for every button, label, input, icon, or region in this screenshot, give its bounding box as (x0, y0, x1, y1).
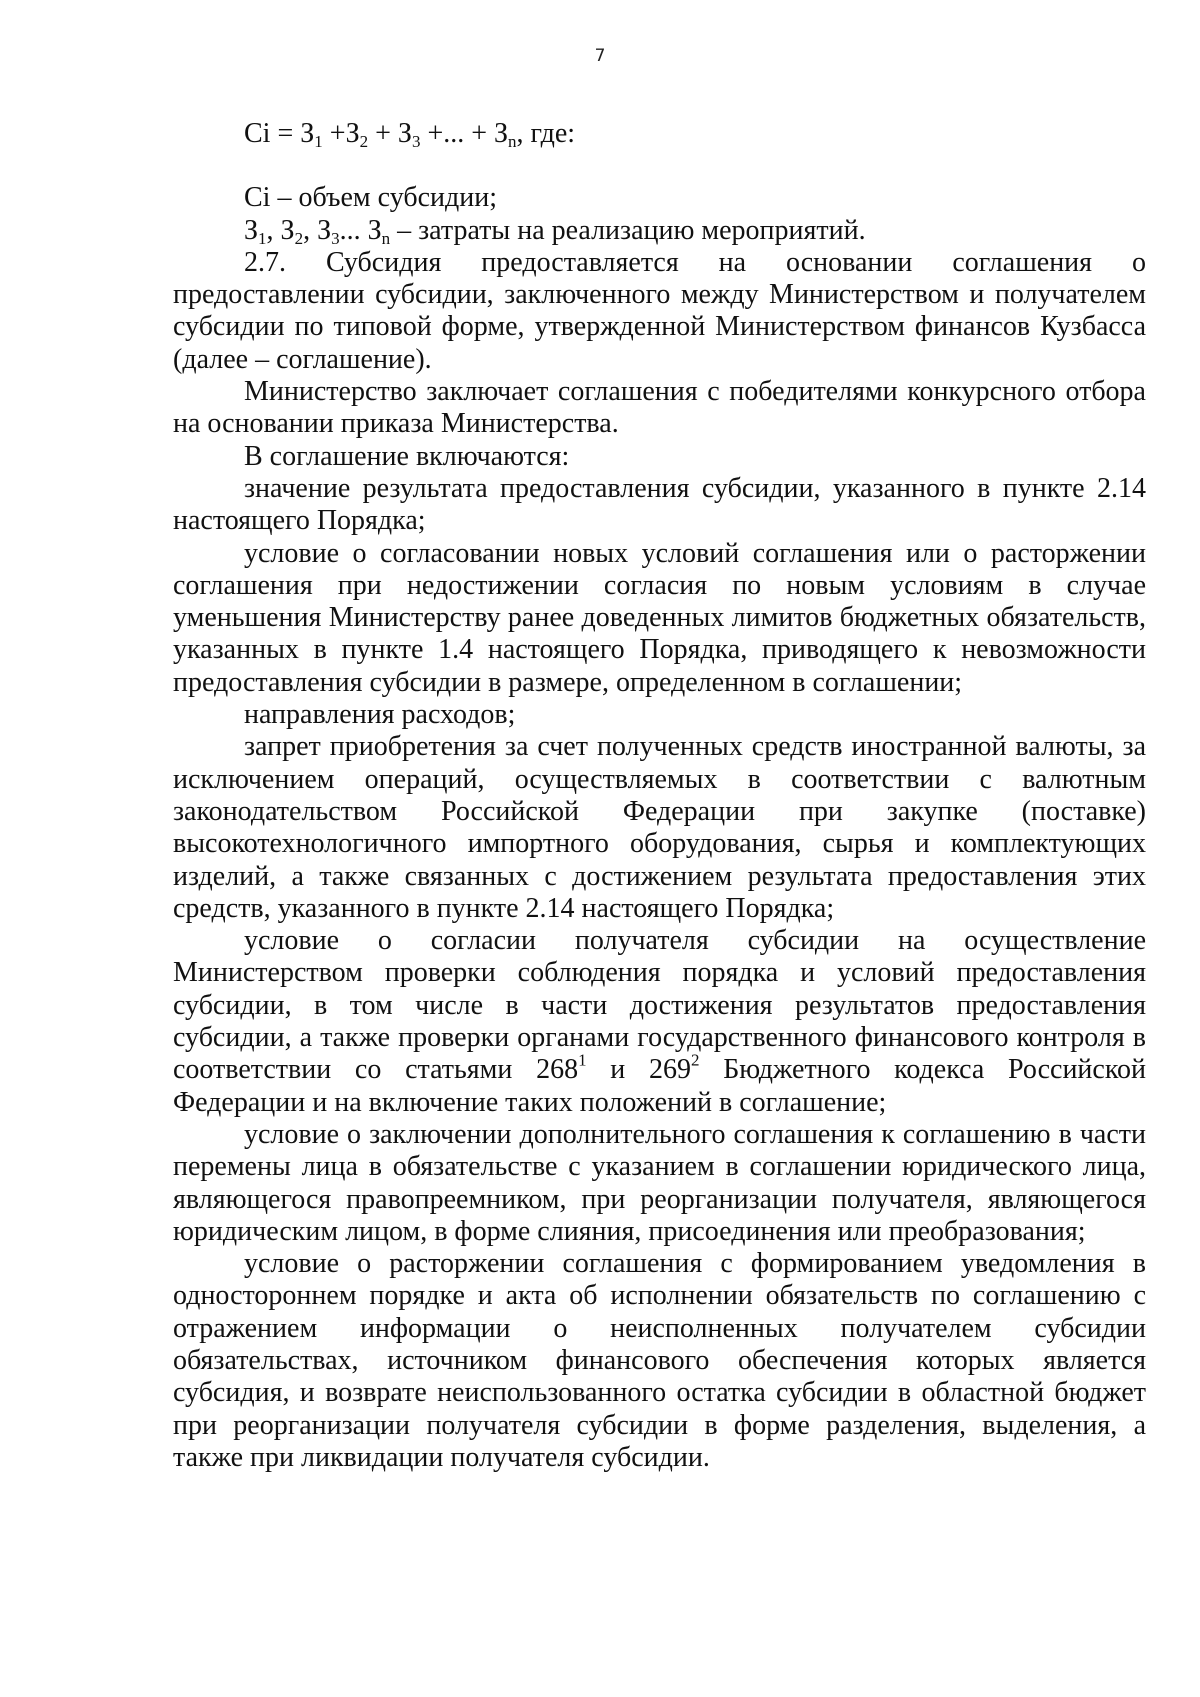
def-sub-3: 3 (331, 228, 340, 248)
page-number: 7 (594, 46, 606, 66)
inspection-text-c: Бюджетного кодекса Российской Федерации и на включение таких положений в соглашение; (173, 1054, 1147, 1118)
paragraph-currency-ban: запрет приобретения за счет полученных средств иностранной валюты, за исключением операций, осуществляемых в соответствии с валютным законодательством Российской Федерации при закупке (поставке) высокотехнологичного импортного оборудования, сырья и комплектующих изделий, а также связанных с достижением результата предоставления этих средств, указанного в пункте 2.14 настоящего Порядка; (173, 731, 1146, 924)
inspection-text-b: и 269 (586, 1054, 691, 1086)
formula-sub-1: 1 (314, 132, 323, 152)
def-z3: , З (303, 214, 332, 246)
inspection-sup-a: 1 (578, 1050, 587, 1070)
paragraph-termination: условие о расторжении соглашения с формированием уведомления в одностороннем порядке и акта об исполнении обязательств по соглашению с отражением информации о неисполненных получателем субсидии обязательствах, источником финансового обеспечения которых является субсидия, и возврате неиспользованного остатка субсидии в областной бюджет при реорганизации получателя субсидии в форме разделения, выделения, а также при ликвидации получателя субсидии. (173, 1248, 1146, 1473)
paragraph-inspection (173, 925, 1146, 1119)
paragraph-result-value: значение результата предоставления субсидии, указанного в пункте 2.14 настоящего Порядка; (173, 472, 1146, 537)
paragraph-2-7: 2.7. Субсидия предоставляется на основании соглашения о предоставлении субсидии, заключенного между Министерством и получателем субсидии по типовой форме, утвержденной Министерством финансов Кузбасса (далее – соглашение). (173, 246, 1146, 375)
subsidy-formula (173, 118, 1146, 150)
formula-term-n: +... + З (420, 118, 509, 149)
formula-term-2: +З (322, 118, 360, 149)
def-sub-1: 1 (258, 228, 267, 248)
def-z2: , З (266, 214, 295, 246)
definition-costs (173, 215, 1146, 247)
inspection-text-a: условие о согласии получателя субсидии на осуществление Министерством проверки соблюдения порядка и условий предоставления субсидии, в том числе в части достижения результатов предоставления субсидии, а также проверки органами государственного финансового контроля в соответствии со статьями 268 (173, 925, 1146, 1086)
formula-sub-2: 2 (359, 132, 369, 152)
formula-sub-n: n (508, 132, 517, 152)
formula-tail: , где: (516, 118, 576, 149)
definition-ci: Ci – объем субсидии; (244, 182, 497, 214)
document-body (173, 118, 1146, 1474)
inspection-sup-b: 2 (691, 1050, 700, 1070)
def-sub-n: n (381, 228, 391, 248)
paragraph-additional-agreement: условие о заключении дополнительного соглашения к соглашению в части перемены лица в обязательстве с указанием в соглашении юридического лица, являющегося правопреемником, при реорганизации получателя, являющегося юридическим лицом, в форме слияния, присоединения или преобразования; (173, 1118, 1146, 1247)
paragraph-included: В соглашение включаются: (244, 440, 570, 472)
paragraph-agreements: Министерство заключает соглашения с победителями конкурсного отбора на основании приказа Министерства. (173, 376, 1146, 440)
def-zn: ... З (339, 214, 382, 246)
formula-lhs: Ci = З (244, 118, 315, 149)
def-z1: З (244, 214, 259, 246)
def-sub-2: 2 (294, 228, 304, 248)
paragraph-new-terms: условие о согласовании новых условий соглашения или о расторжении соглашения при недостижении согласия по новым условиям в случае уменьшения Министерству ранее доведенных лимитов бюджетных обязательств, указанных в пункте 1.4 настоящего Порядка, приводящего к невозможности предоставления субсидии в размере, определенном в соглашении; (173, 537, 1146, 698)
def-costs-text: – затраты на реализацию мероприятий. (390, 214, 866, 246)
paragraph-expense-directions: направления расходов; (244, 699, 516, 731)
formula-term-3: + З (368, 118, 412, 149)
formula-sub-3: 3 (411, 132, 421, 152)
